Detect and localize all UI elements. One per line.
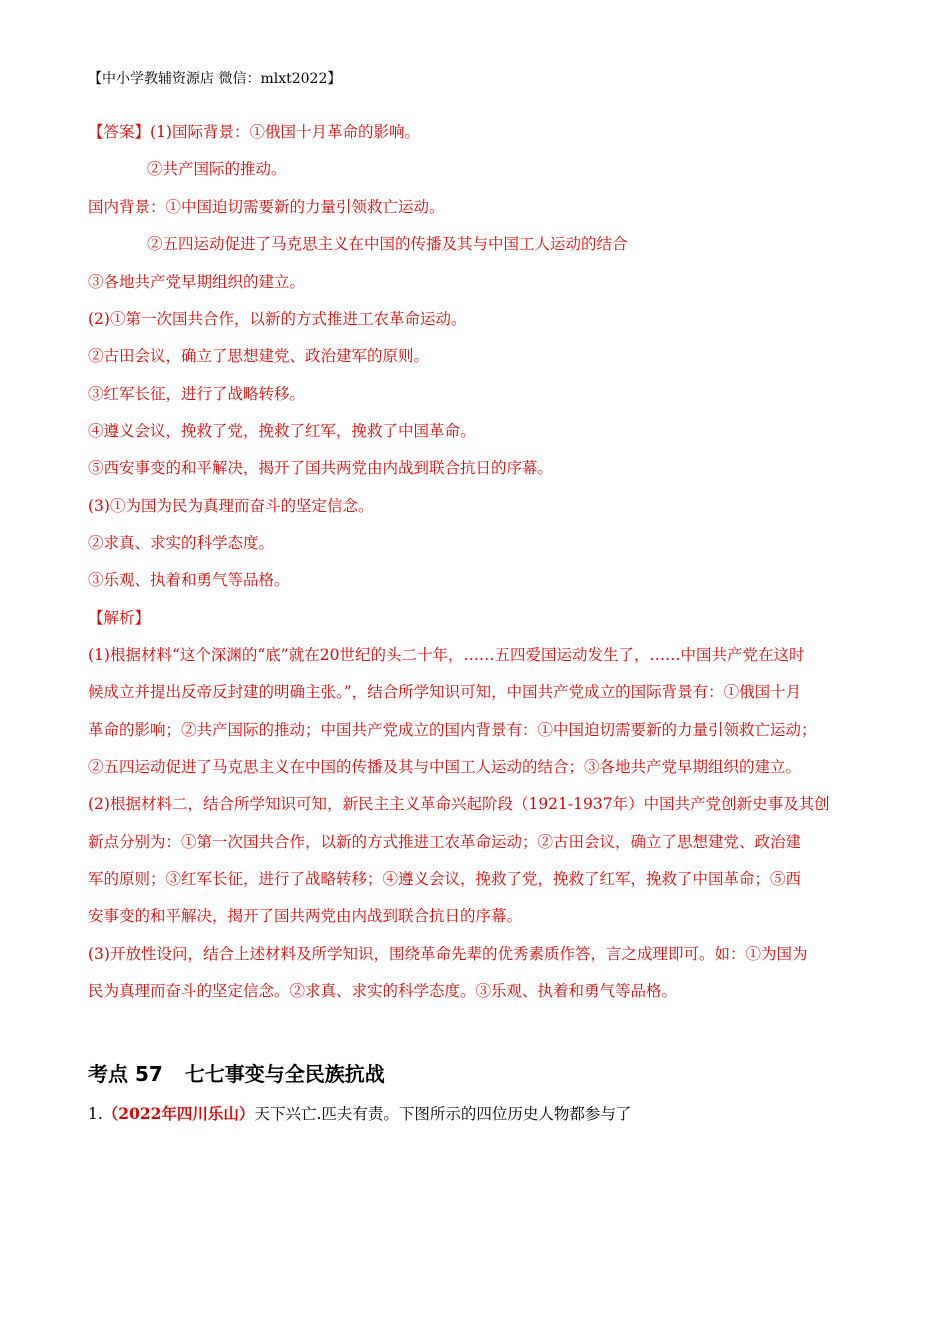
analysis-line-3: 革命的影响；②共产国际的推动；中国共产党成立的国内背景有：①中国迫切需要新的力量引领救亡运动； <box>88 721 817 739</box>
analysis-label: 【解析】 <box>88 609 151 627</box>
answer-line-6: (2)①第一次国共合作，以新的方式推进工农革命运动。 <box>88 310 467 328</box>
answer-line-9: ④遵义会议，挽救了党，挽救了红军，挽救了中国革命。 <box>88 422 476 440</box>
answer-line-13: ③乐观、执着和勇气等品格。 <box>88 571 290 589</box>
question-1 <box>88 1102 631 1124</box>
section-title-text: 七七事变与全民族抗战 <box>184 1062 385 1086</box>
answer-line-7: ②古田会议，确立了思想建党、政治建军的原则。 <box>88 347 430 365</box>
answer-text: (1)国际背景：①俄国十月革命的影响。 <box>150 123 420 141</box>
answer-line-4: ②五四运动促进了马克思主义在中国的传播及其与中国工人运动的结合 <box>147 235 628 253</box>
answer-line-3: 国内背景：①中国迫切需要新的力量引领救亡运动。 <box>88 198 445 216</box>
section-number: 考点 57 <box>88 1062 163 1086</box>
analysis-line-7: 军的原则；③红军长征，进行了战略转移；④遵义会议，挽救了党，挽救了红军，挽救了中国革命；⑤西 <box>88 870 802 888</box>
analysis-line-1: (1)根据材料“这个深渊的“底”就在20世纪的头二十年，……五四爱国运动发生了，……中国共产党在这时 <box>88 646 805 664</box>
answer-line-12: ②求真、求实的科学态度。 <box>88 534 275 552</box>
analysis-line-10: 民为真理而奋斗的坚定信念。②求真、求实的科学态度。③乐观、执着和勇气等品格。 <box>88 982 678 1000</box>
analysis-line-6: 新点分别为：①第一次国共合作，以新的方式推进工农革命运动；②古田会议，确立了思想建党、政治建 <box>88 833 802 851</box>
question-number: 1. <box>88 1105 103 1123</box>
analysis-line-9: (3)开放性设问，结合上述材料及所学知识，围绕革命先辈的优秀素质作答，言之成理即可。如：①为国为 <box>88 945 808 963</box>
answer-line-8: ③红军长征，进行了战略转移。 <box>88 385 306 403</box>
analysis-line-5: (2)根据材料二，结合所学知识可知，新民主主义革命兴起阶段（1921-1937年）中国共产党创新史事及其创 <box>88 795 830 813</box>
analysis-line-8: 安事变的和平解决，揭开了国共两党由内战到联合抗日的序幕。 <box>88 907 523 925</box>
question-text: 天下兴亡.匹夫有责。下图所示的四位历史人物都参与了 <box>254 1105 632 1123</box>
answer-line-2: ②共产国际的推动。 <box>147 160 287 178</box>
answer-line-1 <box>88 122 420 142</box>
question-source: （2022年四川乐山） <box>102 1104 255 1123</box>
section-heading <box>88 1058 385 1087</box>
answer-line-5: ③各地共产党早期组织的建立。 <box>88 273 306 291</box>
analysis-line-4: ②五四运动促进了马克思主义在中国的传播及其与中国工人运动的结合；③各地共产党早期组织的建立。 <box>88 758 802 776</box>
answer-label: 【答案】 <box>88 123 151 141</box>
answer-line-10: ⑤西安事变的和平解决，揭开了国共两党由内战到联合抗日的序幕。 <box>88 459 554 477</box>
analysis-line-2: 候成立并提出反帝反封建的明确主张。”，结合所学知识可知，中国共产党成立的国际背景有：①俄国十月 <box>88 683 802 701</box>
answer-line-11: (3)①为国为民为真理而奋斗的坚定信念。 <box>88 497 374 515</box>
page-header: 【中小学教辅资源店 微信：mlxt2022】 <box>88 71 342 87</box>
